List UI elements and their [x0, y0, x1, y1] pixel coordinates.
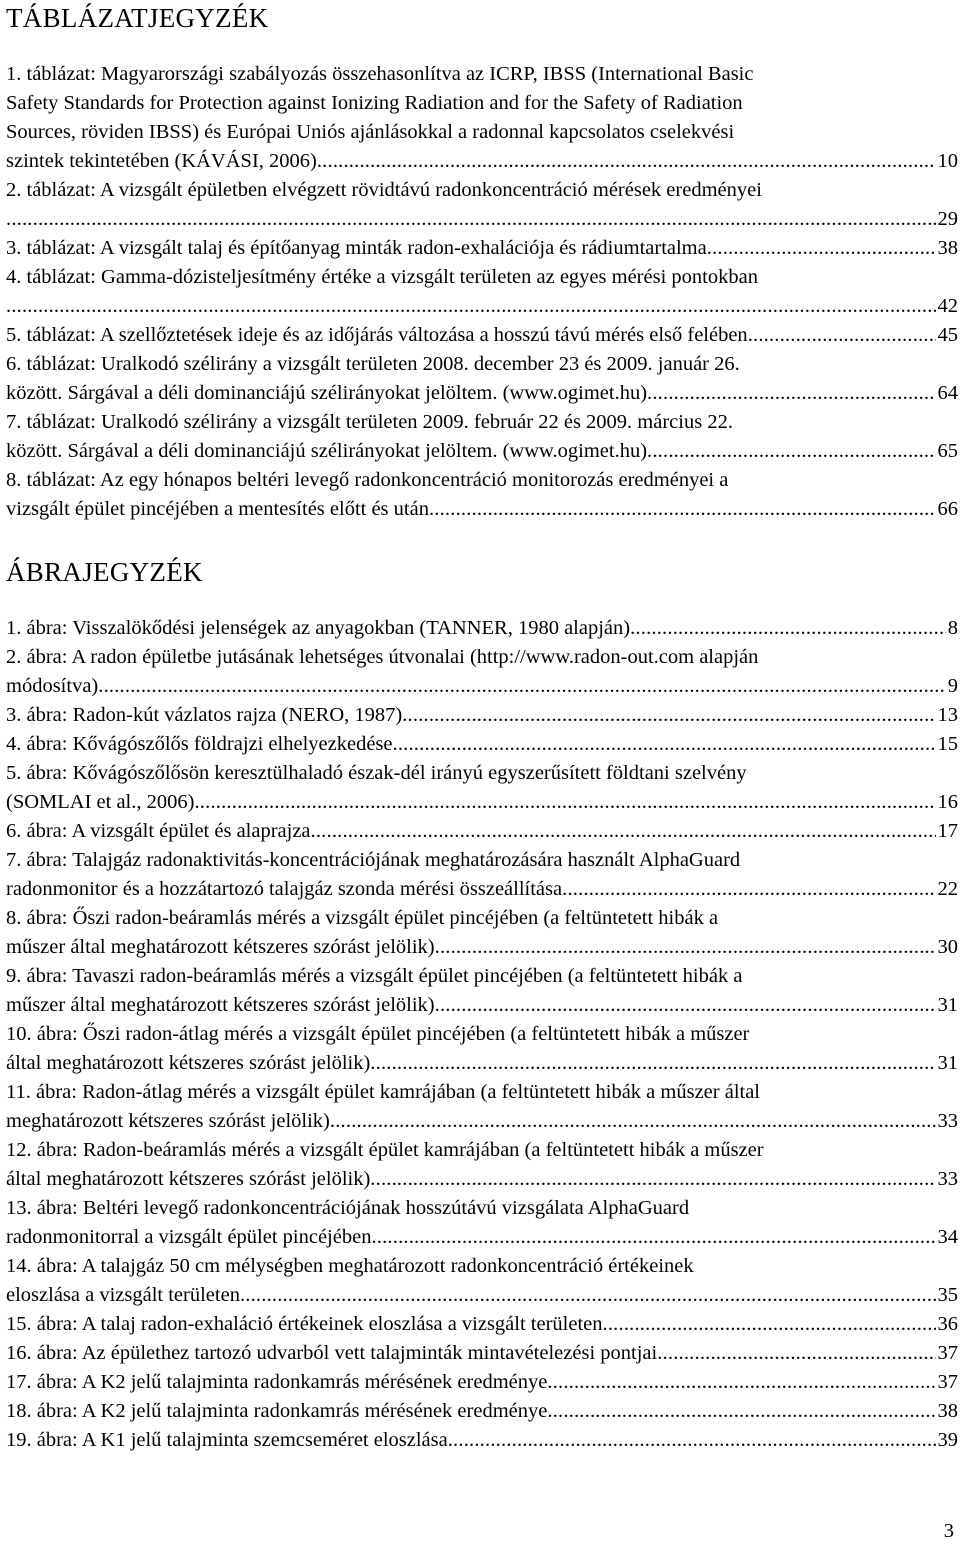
entry-text: módosítva)	[6, 675, 99, 697]
entry-last-line	[6, 1223, 958, 1252]
dot-leader	[562, 875, 935, 904]
entry-last-line	[6, 1281, 958, 1310]
entry-page-number: 36	[937, 1313, 958, 1335]
entry-text: meghatározott kétszeres szórást jelölik)	[6, 1110, 330, 1132]
entry-text: radonmonitorral a vizsgált épület pincéjében	[6, 1226, 372, 1248]
figure-list-entry[interactable]	[6, 1252, 958, 1310]
entry-text: (SOMLAI et al., 2006)	[6, 791, 195, 813]
entry-last-line	[6, 495, 958, 524]
entry-text: 8. táblázat: Az egy hónapos beltéri levegő radonkoncentráció monitorozás eredményei a	[6, 469, 729, 491]
entry-last-line	[6, 875, 958, 904]
entry-last-line	[6, 730, 958, 759]
entry-page-number: 29	[937, 208, 958, 230]
entry-last-line	[6, 292, 958, 321]
dot-leader	[240, 1281, 936, 1310]
figure-list-entry[interactable]	[6, 1136, 958, 1194]
entry-text: 18. ábra: A K2 jelű talajminta radonkamrás mérésének eredménye	[6, 1400, 548, 1422]
figure-list-entry[interactable]	[6, 614, 958, 643]
entry-last-line	[6, 147, 958, 176]
dot-leader	[370, 1165, 935, 1194]
entry-page-number: 31	[937, 1052, 958, 1074]
entry-text: 2. táblázat: A vizsgált épületben elvégzett rövidtávú radonkoncentráció mérések eredményei	[6, 179, 762, 201]
entry-page-number: 22	[937, 878, 958, 900]
entry-page-number: 13	[937, 704, 958, 726]
entry-last-line	[6, 614, 958, 643]
entry-last-line	[6, 1397, 958, 1426]
entry-last-line	[6, 672, 958, 701]
entry-text: között. Sárgával a déli dominanciájú szélirányokat jelöltem. (www.ogimet.hu)	[6, 382, 648, 404]
figure-list-entry[interactable]	[6, 1368, 958, 1397]
figure-list-entry[interactable]	[6, 817, 958, 846]
entry-text: 3. ábra: Radon-kút vázlatos rajza (NERO, 1987)	[6, 704, 403, 726]
entry-text: 7. táblázat: Uralkodó szélirány a vizsgált területen 2009. február 22 és 2009. március 22.	[6, 411, 733, 433]
dot-leader	[547, 1368, 935, 1397]
entry-last-line	[6, 1310, 958, 1339]
dot-leader	[435, 991, 936, 1020]
entry-text: műszer által meghatározott kétszeres szórást jelölik)	[6, 994, 435, 1016]
entry-last-line	[6, 234, 958, 263]
figure-list-entry[interactable]	[6, 730, 958, 759]
entry-page-number: 39	[937, 1429, 958, 1451]
figure-list-entry[interactable]	[6, 701, 958, 730]
dot-leader	[707, 234, 936, 263]
entry-last-line	[6, 437, 958, 466]
entry-last-line	[6, 1049, 958, 1078]
entry-text: Sources, röviden IBSS) és Európai Uniós ajánlásokkal a radonnal kapcsolatos cselekvési	[6, 121, 735, 143]
entry-last-line	[6, 1339, 958, 1368]
entry-page-number: 64	[937, 382, 958, 404]
table-list-entry[interactable]	[6, 350, 958, 408]
dot-leader	[6, 292, 936, 321]
entry-last-line	[6, 1426, 958, 1455]
dot-leader	[429, 495, 936, 524]
table-list-entry[interactable]	[6, 408, 958, 466]
table-of-tables	[6, 60, 958, 524]
entry-page-number: 10	[937, 150, 958, 172]
entry-last-line	[6, 321, 958, 350]
entry-page-number: 66	[937, 498, 958, 520]
dot-leader	[547, 1397, 935, 1426]
figure-list-entry[interactable]	[6, 643, 958, 701]
entry-page-number: 15	[937, 733, 958, 755]
entry-text: 4. ábra: Kővágószőlős földrajzi elhelyezkedése	[6, 733, 393, 755]
entry-page-number: 37	[937, 1371, 958, 1393]
figure-list-entry[interactable]	[6, 1426, 958, 1455]
entry-last-line	[6, 701, 958, 730]
dot-leader	[311, 817, 936, 846]
entry-page-number: 16	[937, 791, 958, 813]
entry-page-number: 8	[947, 617, 958, 639]
entry-page-number: 9	[947, 675, 958, 697]
entry-last-line	[6, 379, 958, 408]
entry-text: vizsgált épület pincéjében a mentesítés előtt és után	[6, 498, 429, 520]
entry-text: 6. ábra: A vizsgált épület és alaprajza	[6, 820, 311, 842]
entry-page-number: 42	[937, 295, 958, 317]
entry-text: 7. ábra: Talajgáz radonaktivitás-koncentrációjának meghatározására használt AlphaGuard	[6, 849, 741, 871]
entry-text: 1. táblázat: Magyarországi szabályozás összehasonlítva az ICRP, IBSS (International Basic	[6, 63, 754, 85]
tables-heading: TÁBLÁZATJEGYZÉK	[6, 3, 269, 33]
entry-page-number: 35	[937, 1284, 958, 1306]
dot-leader	[435, 933, 936, 962]
dot-leader	[330, 1107, 936, 1136]
entry-text: 5. ábra: Kővágószőlősön keresztülhaladó észak-dél irányú egyszerűsített földtani szelvény	[6, 762, 747, 784]
entry-last-line	[6, 788, 958, 817]
figure-list-entry[interactable]	[6, 1078, 958, 1136]
entry-last-line	[6, 817, 958, 846]
entry-last-line	[6, 1165, 958, 1194]
entry-text: radonmonitor és a hozzátartozó talajgáz szonda mérési összeállítása	[6, 878, 563, 900]
entry-text: 17. ábra: A K2 jelű talajminta radonkamrás mérésének eredménye	[6, 1371, 548, 1393]
figure-list-entry[interactable]	[6, 1310, 958, 1339]
entry-text: 12. ábra: Radon-beáramlás mérés a vizsgált épület kamrájában (a feltüntetett hibák a műszer	[6, 1139, 764, 1161]
entry-page-number: 33	[937, 1168, 958, 1190]
entry-page-number: 34	[937, 1226, 958, 1248]
figure-list-entry[interactable]	[6, 759, 958, 817]
entry-text: 1. ábra: Visszalökődési jelenségek az anyagokban (TANNER, 1980 alapján)	[6, 617, 631, 639]
entry-text: 10. ábra: Őszi radon-átlag mérés a vizsgált épület pincéjében (a feltüntetett hibák a műszer	[6, 1023, 750, 1045]
dot-leader	[402, 701, 935, 730]
figure-list-entry[interactable]	[6, 904, 958, 962]
dot-leader	[647, 437, 935, 466]
entry-text: 8. ábra: Őszi radon-beáramlás mérés a vizsgált épület pincéjében (a feltüntetett hibák a	[6, 907, 719, 929]
table-list-entry[interactable]	[6, 321, 958, 350]
entry-page-number: 38	[937, 1400, 958, 1422]
figure-list-entry[interactable]	[6, 1020, 958, 1078]
figure-list-entry[interactable]	[6, 1397, 958, 1426]
entry-last-line	[6, 933, 958, 962]
entry-text: 19. ábra: A K1 jelű talajminta szemcseméret eloszlása	[6, 1429, 448, 1451]
dot-leader	[98, 672, 946, 701]
entry-page-number: 33	[937, 1110, 958, 1132]
entry-text: 2. ábra: A radon épületbe jutásának lehetséges útvonalai (http://www.radon-out.com alapján	[6, 646, 759, 668]
dot-leader	[657, 1339, 935, 1368]
dot-leader	[371, 1223, 935, 1252]
entry-text: szintek tekintetében (KÁVÁSI, 2006)	[6, 150, 317, 172]
entry-text: 16. ábra: Az épülethez tartozó udvarból vett talajminták mintavételezési pontjai	[6, 1342, 658, 1364]
entry-page-number: 38	[937, 237, 958, 259]
entry-last-line	[6, 1107, 958, 1136]
figure-list-entry[interactable]	[6, 1339, 958, 1368]
entry-text: által meghatározott kétszeres szórást jelölik)	[6, 1052, 371, 1074]
entry-text: eloszlása a vizsgált területen	[6, 1284, 240, 1306]
entry-page-number: 45	[937, 324, 958, 346]
entry-text: 13. ábra: Beltéri levegő radonkoncentrációjának hosszútávú vizsgálata AlphaGuard	[6, 1197, 690, 1219]
entry-last-line	[6, 991, 958, 1020]
dot-leader	[317, 147, 936, 176]
entry-page-number: 30	[937, 936, 958, 958]
entry-text: 3. táblázat: A vizsgált talaj és építőanyag minták radon-exhalációja és rádiumtartalma	[6, 237, 707, 259]
dot-leader	[748, 321, 936, 350]
table-list-entry[interactable]	[6, 234, 958, 263]
table-list-entry[interactable]	[6, 176, 958, 234]
figures-heading: ÁBRAJEGYZÉK	[6, 557, 203, 587]
dot-leader	[630, 614, 946, 643]
figure-list-entry[interactable]	[6, 846, 958, 904]
dot-leader	[603, 1310, 936, 1339]
entry-text: 6. táblázat: Uralkodó szélirány a vizsgált területen 2008. december 23 és 2009. január 26.	[6, 353, 740, 375]
dot-leader	[647, 379, 935, 408]
dot-leader	[393, 730, 936, 759]
dot-leader	[370, 1049, 935, 1078]
figure-list-entry[interactable]	[6, 1194, 958, 1252]
entry-text: Safety Standards for Protection against Ionizing Radiation and for the Safety of Radiation	[6, 92, 743, 114]
page-number: 3	[943, 1520, 954, 1542]
entry-text: 11. ábra: Radon-átlag mérés a vizsgált épület kamrájában (a feltüntetett hibák a műszer által	[6, 1081, 761, 1103]
table-list-entry[interactable]	[6, 60, 958, 176]
table-of-figures	[6, 614, 958, 1455]
entry-last-line	[6, 205, 958, 234]
entry-text: 5. táblázat: A szellőztetések ideje és az időjárás változása a hosszú távú mérés első felében	[6, 324, 748, 346]
entry-page-number: 37	[937, 1342, 958, 1364]
entry-last-line	[6, 1368, 958, 1397]
entry-text: 4. táblázat: Gamma-dózisteljesítmény értéke a vizsgált területen az egyes mérési pontokban	[6, 266, 758, 288]
entry-text: között. Sárgával a déli dominanciájú szélirányokat jelöltem. (www.ogimet.hu)	[6, 440, 648, 462]
entry-page-number: 17	[937, 820, 958, 842]
entry-text: által meghatározott kétszeres szórást jelölik)	[6, 1168, 371, 1190]
dot-leader	[448, 1426, 936, 1455]
entry-text: műszer által meghatározott kétszeres szórást jelölik)	[6, 936, 435, 958]
entry-text: 15. ábra: A talaj radon-exhaláció értékeinek eloszlása a vizsgált területen	[6, 1313, 603, 1335]
dot-leader	[194, 788, 935, 817]
entry-text: 14. ábra: A talajgáz 50 cm mélységben meghatározott radonkoncentráció értékeinek	[6, 1255, 694, 1277]
figure-list-entry[interactable]	[6, 962, 958, 1020]
entry-page-number: 65	[937, 440, 958, 462]
entry-page-number: 31	[937, 994, 958, 1016]
table-list-entry[interactable]	[6, 466, 958, 524]
dot-leader	[6, 205, 936, 234]
table-list-entry[interactable]	[6, 263, 958, 321]
entry-text: 9. ábra: Tavaszi radon-beáramlás mérés a vizsgált épület pincéjében (a feltüntetett hibák a	[6, 965, 743, 987]
